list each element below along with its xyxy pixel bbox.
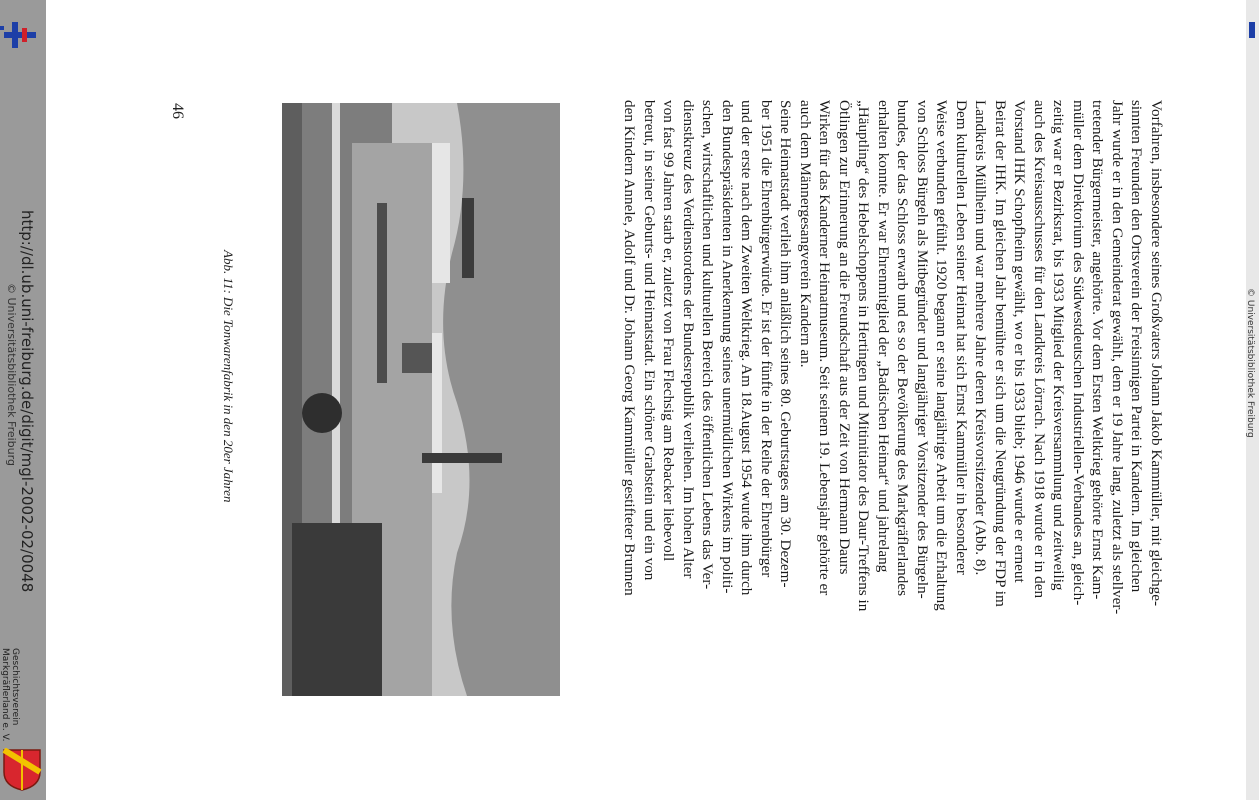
- text-line: ber 1951 die Ehrenbürgerwürde. Er ist der fünfte in der Reihe der Ehrenbürger: [758, 100, 775, 578]
- text-line: dienstkreuz des Verdienstordens der Bundesrepublik verliehen. Im hohen Alter: [680, 100, 697, 579]
- text-line: Vorfahren, insbesondere seines Großvaters Johann Jakob Kammüller, mit gleichge-: [1148, 100, 1165, 607]
- figure-caption: Abb. 11: Die Tonwarenfabrik in den 20er Jahren: [221, 250, 236, 503]
- text-line: Vorstand IHK Schopfheim gewählt, wo er bis 1933 blieb; 1946 wurde er erneut: [1011, 100, 1029, 583]
- association-name-line: Geschichtsverein: [10, 648, 20, 726]
- text-line: Beirat der IHK. Im gleichen Jahr bemühte er sich um die Neugründung der FDP im: [992, 100, 1009, 607]
- text-line: tretender Bürgermeister, angehörte. Vor dem Ersten Weltkrieg gehörte Ernst Kam-: [1089, 100, 1107, 600]
- text-line: Weise verbunden gefühlt. 1920 begann er seine langjährige Arbeit um die Erhaltung: [933, 100, 951, 611]
- text-line: auch dem Männergesangverein Kandern an.: [797, 100, 814, 368]
- text-line: von Schloss Bürgeln als Mitbegründer und langjähriger Vorsitzender des Bürgeln-: [914, 100, 931, 599]
- text-line: den Kindern Annele, Adolf und Dr. Johann Georg Kammüller gestifteter Brunnen: [621, 100, 639, 596]
- text-line: und der erste nach dem Zweiten Weltkrieg. Am 18.August 1954 wurde ihm durch: [738, 100, 756, 596]
- association-name-line: Markgräflerland e. V.: [0, 648, 10, 742]
- text-line: erhalten konnte. Er war Ehrenmitglied der „Badischen Heimat“ und jahrelang: [875, 100, 892, 573]
- page-number: 46: [169, 103, 186, 119]
- factory-photo: [282, 103, 560, 696]
- text-line: Landkreis Müllheim und war mehrere Jahre deren Kreisvorsitzender (Abb. 8).: [972, 100, 990, 576]
- text-line: Ötlingen zur Erinnerung an die Freundschaft aus der Zeit von Hermann Daurs: [836, 100, 853, 575]
- text-line: „Häuptling“ des Hebelschoppens in Hertingen und Mitinitiator des Daur-Treffens in: [855, 100, 873, 612]
- text-line: schen, wirtschaftlichen und kulturellen Bereich des öffentlichen Lebens das Ver-: [699, 100, 717, 590]
- text-line: von fast 99 Jahren starb er, zuletzt von Frau Flechsig am Rebacker liebevoll: [660, 100, 678, 562]
- document-url[interactable]: http://dl.ub.uni-freiburg.de/digit/mgl-2002-02/0048: [18, 210, 36, 593]
- text-line: betreut, in seiner Geburts- und Heimatstadt. Ein schöner Grabstein und ein von: [641, 100, 658, 581]
- text-line: Seine Heimatstadt verlieh ihm anläßlich seines 80. Geburtstages am 30. Dezem-: [777, 100, 795, 588]
- text-line: zeitig war er Bezirksrat, bis 1933 Mitglied der Kreisversammlung und zeitweilig: [1050, 100, 1068, 591]
- right-copyright-notice: © Universitätsbibliothek Freiburg: [1245, 288, 1255, 438]
- text-line: Wirken für das Kanderner Heimatmuseum. Seit seinem 19. Lebensjahr gehörte er: [816, 100, 834, 596]
- text-line: müller dem Direktorium des Südwestdeutschen Industriellen-Verbandes an, gleich-: [1070, 100, 1087, 606]
- text-line: den Bundespräsidenten in Anerkennung seines unermüdlichen Wirkens im politi-: [719, 100, 736, 594]
- body-text: [580, 100, 1166, 692]
- association-crest-icon: [2, 748, 42, 792]
- library-logo-icon: [1249, 22, 1255, 38]
- text-line: Jahr wurde er in den Gemeinderat gewählt, dem er 19 Jahre lang, zuletzt als stellver-: [1109, 100, 1126, 615]
- library-logo-icon: [0, 20, 40, 50]
- text-line: sinnten Freunden den Ortsverein der Freisinnigen Partei in Kandern. Im gleichen: [1128, 100, 1146, 593]
- copyright-notice: © Universitätsbibliothek Freiburg: [5, 283, 18, 466]
- text-line: auch des Kreisausschusses für den Landkreis Lörrach. Nach 1918 wurde er in den: [1031, 100, 1048, 599]
- text-line: Dem kulturellen Leben seiner Heimat hat sich Ernst Kammüller in besonderer: [953, 100, 970, 575]
- text-line: bundes, der das Schloss erwarb und es so der Bevölkerung des Markgräflerlandes: [894, 100, 912, 596]
- association-name: [0, 648, 20, 741]
